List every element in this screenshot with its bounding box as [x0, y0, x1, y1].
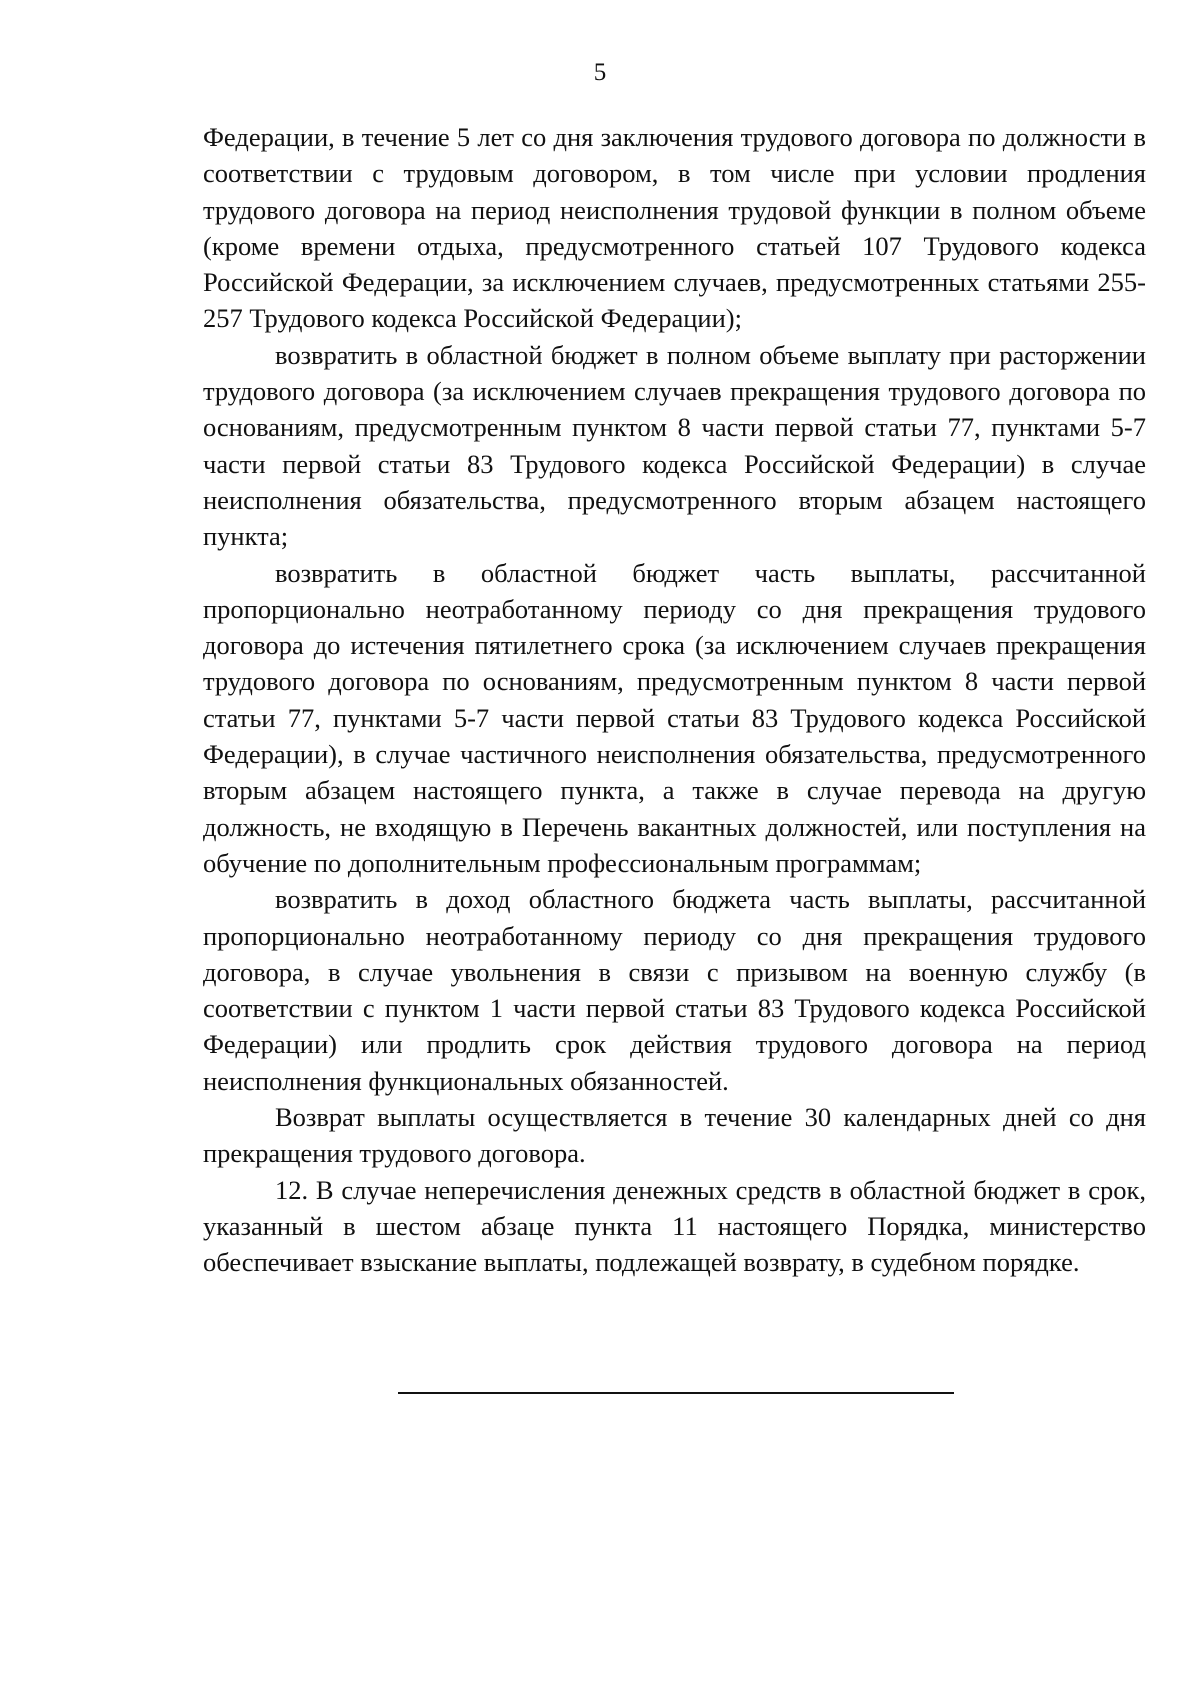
paragraph-return-military-service: возвратить в доход областного бюджета часть выплаты, рассчитанной пропорционально неотработанному периоду со дня прекращения трудового договора, в случае увольнения в связи с призывом на военную службу (в соответствии с пунктом 1 части первой статьи 83 Трудового кодекса Российской Федерации) или продлить срок действия трудового договора на период неисполнения функциональных обязанностей. [203, 884, 1146, 1096]
document-body [203, 119, 1146, 1281]
page-number: 5 [593, 59, 607, 86]
end-of-document-rule [398, 1392, 954, 1394]
paragraph-return-partial-payment: возвратить в областной бюджет часть выплаты, рассчитанной пропорционально неотработанному периоду со дня прекращения трудового договора до истечения пятилетнего срока (за исключением случаев прекращения трудового договора по основаниям, предусмотренным пунктом 8 части первой статьи 77, пунктами 5-7 части первой статьи 83 Трудового кодекса Российской Федерации), в случае частичного неисполнения обязательства, предусмотренного вторым абзацем настоящего пункта, а также в случае перевода на другую должность, не входящую в Перечень вакантных должностей, или поступления на обучение по дополнительным профессиональным программам; [203, 557, 1146, 878]
paragraph-return-deadline: Возврат выплаты осуществляется в течение 30 календарных дней со дня прекращения трудового договора. [203, 1102, 1146, 1169]
paragraph-continuation: Федерации, в течение 5 лет со дня заключения трудового договора по должности в соответствии с трудовым договором, в том числе при условии продления трудового договора на период неисполнения трудовой функции в полном объеме (кроме времени отдыха, предусмотренного статьей 107 Трудового кодекса Российской Федерации, за исключением случаев, предусмотренных статьями 255-257 Трудового кодекса Российской Федерации); [203, 122, 1146, 334]
paragraph-return-full-payment: возвратить в областной бюджет в полном объеме выплату при расторжении трудового договора (за исключением случаев прекращения трудового договора по основаниям, предусмотренным пунктом 8 части первой статьи 77, пунктами 5-7 части первой статьи 83 Трудового кодекса Российской Федерации) в случае неисполнения обязательства, предусмотренного вторым абзацем настоящего пункта; [203, 339, 1146, 552]
paragraph-clause-12: 12. В случае неперечисления денежных средств в областной бюджет в срок, указанный в шестом абзаце пункта 11 настоящего Порядка, министерство обеспечивает взыскание выплаты, подлежащей возврату, в судебном порядке. [203, 1174, 1146, 1278]
